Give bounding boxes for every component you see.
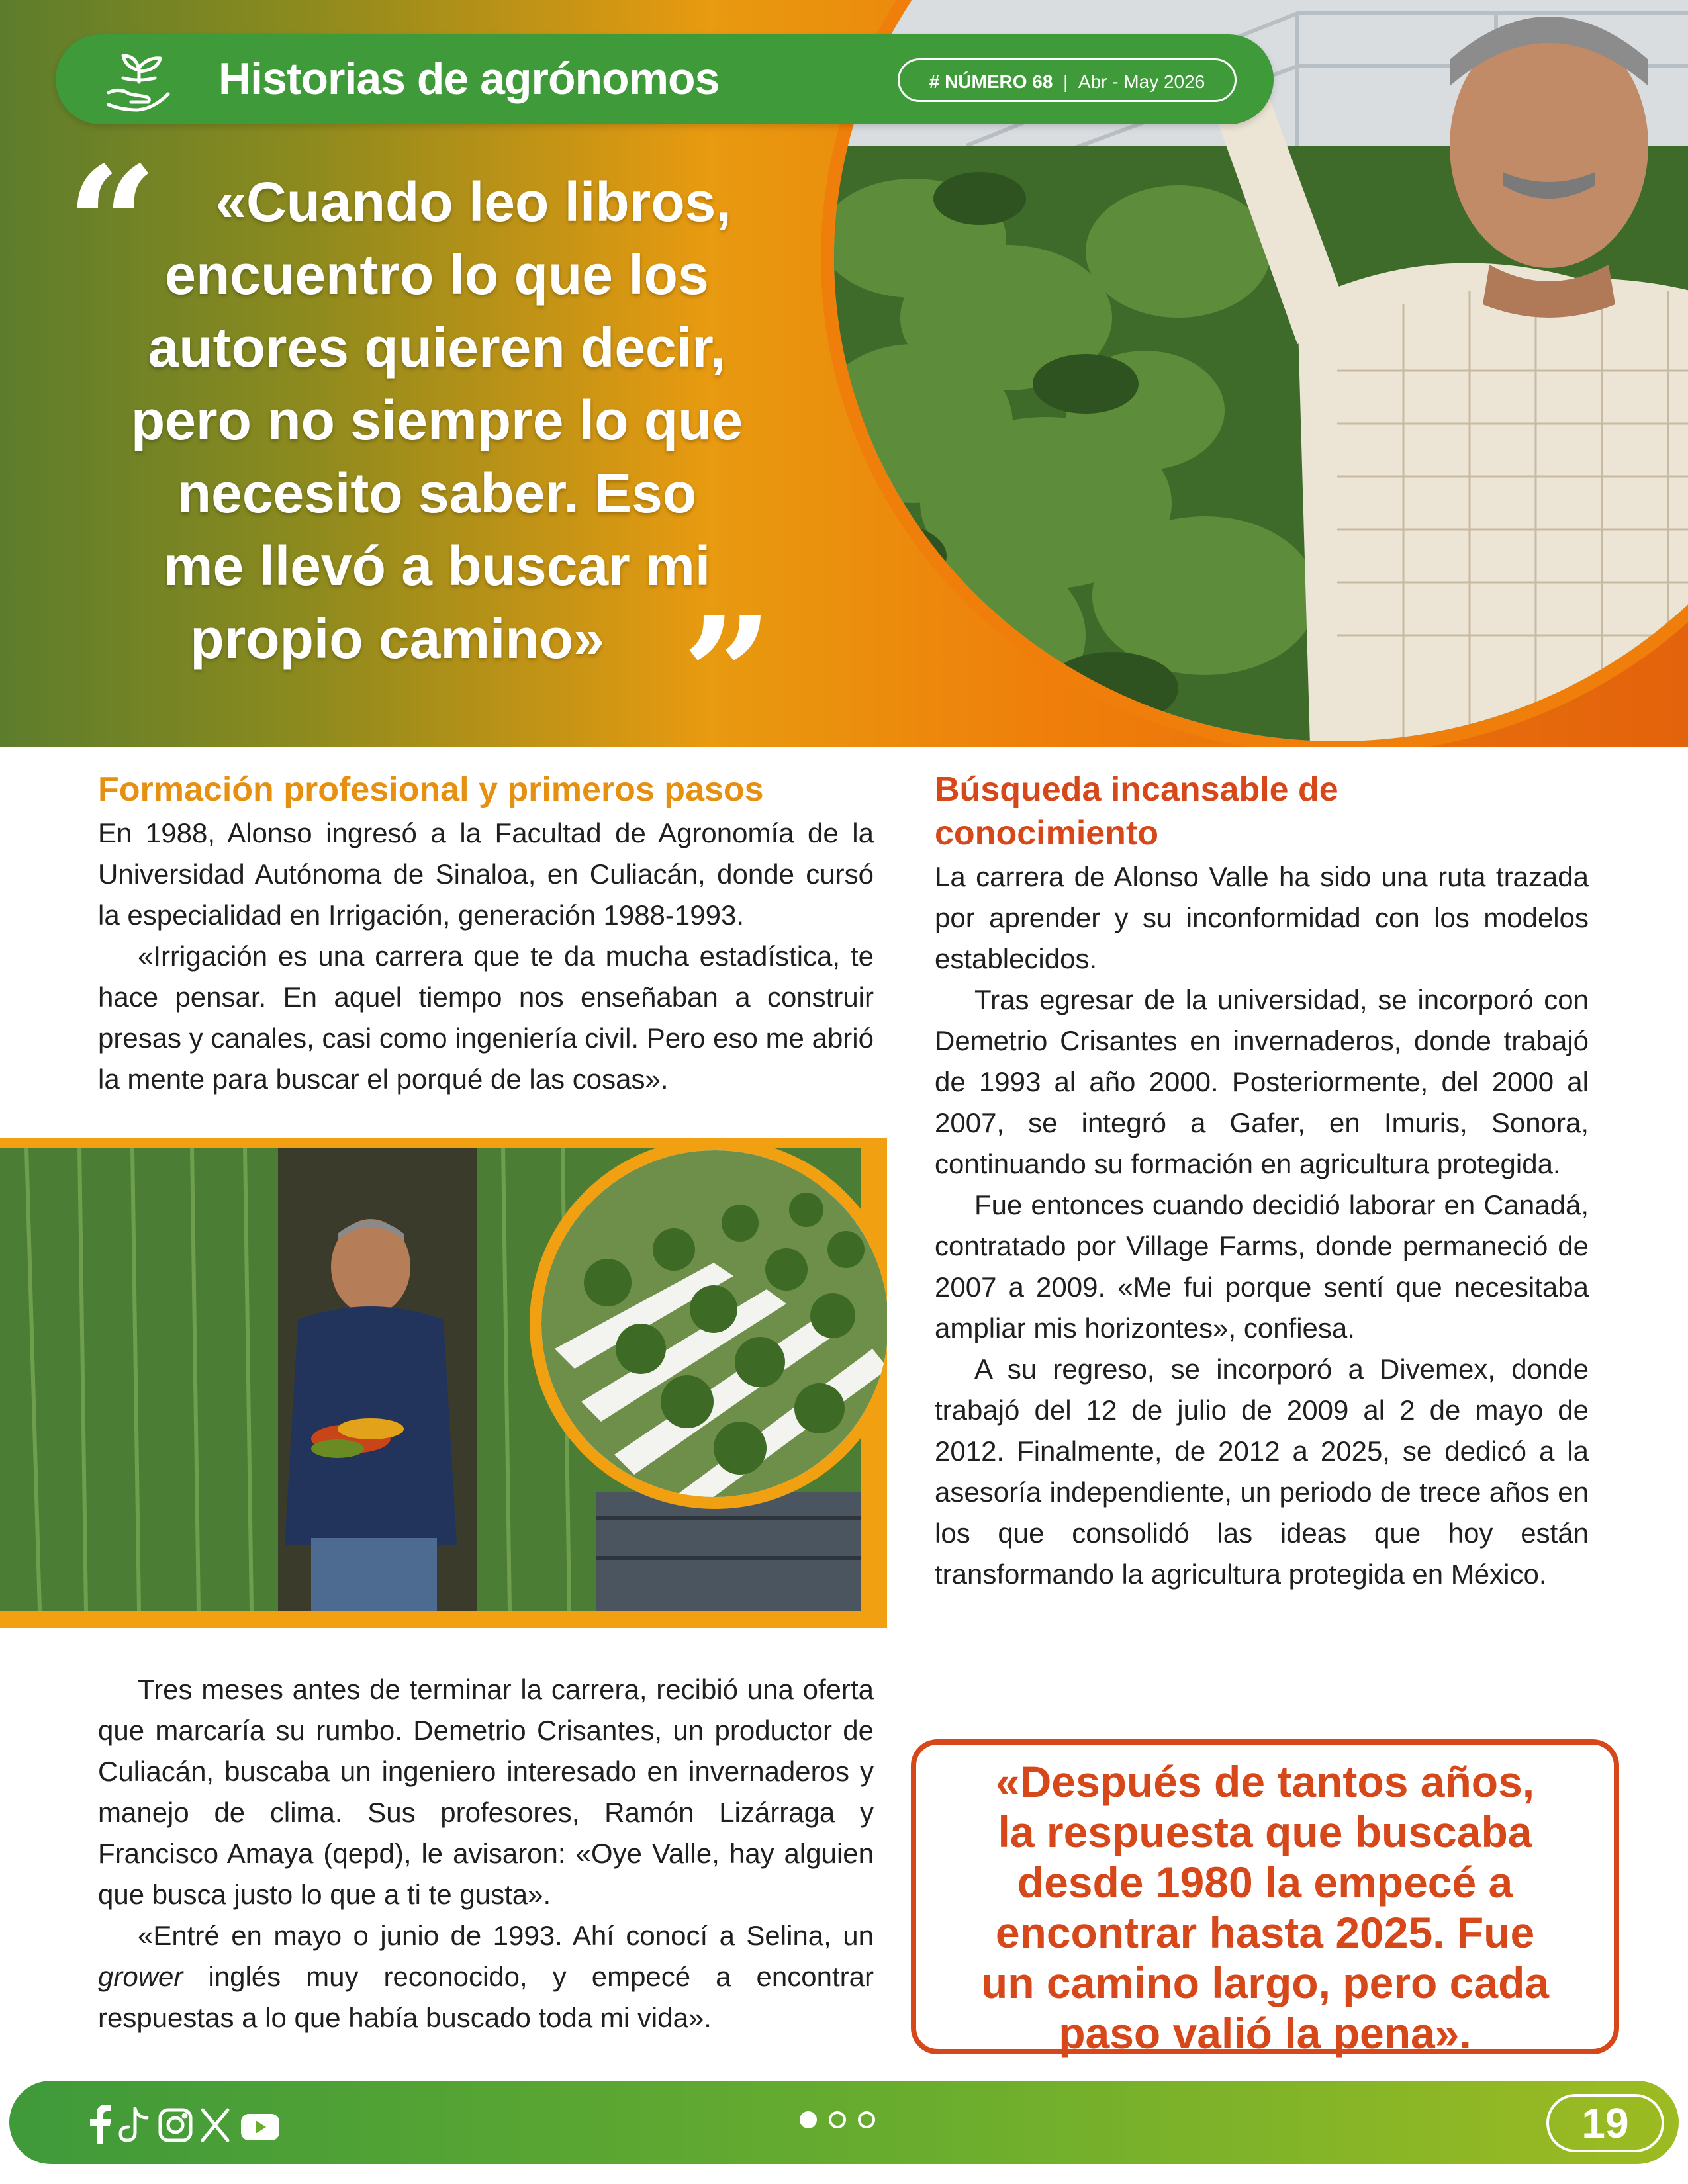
pull-quote-line: la respuesta que buscaba bbox=[998, 1807, 1532, 1856]
instagram-icon[interactable] bbox=[160, 2110, 191, 2140]
hero-quote-line: «Cuando leo libros, bbox=[215, 171, 731, 233]
hero-quote-line: necesito saber. Eso bbox=[177, 462, 697, 524]
hero-quote-line: propio camino» bbox=[190, 608, 604, 670]
section-title-line: Búsqueda incansable de bbox=[935, 770, 1338, 809]
tiktok-icon[interactable] bbox=[120, 2109, 147, 2140]
pull-quote-line: un camino largo, pero cada bbox=[980, 1958, 1550, 2007]
paragraph: A su regreso, se incorporó a Divemex, donde trabajó del 12 de julio de 2009 al 2 de mayo de 2012. Finalmente, de 2012 a 2025, se dedicó a la asesoría independiente, un periodo de trece años en los que consolidó las ideas que hoy están transformando la agricultura protegida en México. bbox=[935, 1353, 1589, 1590]
right-body bbox=[935, 856, 1589, 1595]
hero-quote-line: encuentro lo que los bbox=[165, 244, 709, 306]
social-icons bbox=[85, 2103, 283, 2146]
paragraph-text: «Entré en mayo o junio de 1993. Ahí conocí a Selina, un bbox=[138, 1920, 874, 1951]
page-number: 19 bbox=[1546, 2094, 1664, 2152]
left-body-bottom bbox=[98, 1669, 874, 2038]
close-quote-icon: ” bbox=[682, 582, 774, 768]
paragraph: En 1988, Alonso ingresó a la Facultad de Agronomía de la Universidad Autónoma de Sinaloa, en Culiacán, donde cursó la especialidad en Irrigación, generación 1988-1993. bbox=[98, 817, 874, 931]
emphasis-word: grower bbox=[98, 1961, 183, 1992]
paragraph-text: inglés muy reconocido, y empecé a encontrar respuestas a lo que había buscado toda mi vida». bbox=[98, 1961, 874, 2033]
pull-quote-line: «Después de tantos años, bbox=[995, 1757, 1535, 1806]
pull-quote-line: encontrar hasta 2025. Fue bbox=[995, 1908, 1535, 1957]
section-title-formacion: Formación profesional y primeros pasos bbox=[98, 770, 764, 809]
x-icon[interactable] bbox=[203, 2110, 228, 2140]
issue-date: Abr - May 2026 bbox=[1078, 71, 1205, 92]
section-title-line: conocimiento bbox=[935, 814, 1159, 852]
paragraph: Fue entonces cuando decidió laborar en Canadá, contratado por Village Farms, donde permaneció de 2007 a 2009. «Me fui porque sentí que necesitaba ampliar mis horizontes», confiesa. bbox=[935, 1189, 1589, 1343]
pull-quote-text bbox=[916, 1756, 1614, 2058]
pull-quote-line: paso valió la pena». bbox=[1058, 2009, 1472, 2058]
paragraph: «Irrigación es una carrera que te da mucha estadística, te hace pensar. En aquel tiempo nos enseñaban a construir presas y canales, casi como ingeniería civil. Pero eso me abrió la mente para buscar el porqué de las cosas». bbox=[98, 940, 874, 1095]
photo-frame bbox=[0, 1138, 887, 1628]
dot bbox=[858, 2111, 875, 2128]
left-body-top bbox=[98, 813, 874, 1100]
dot-active bbox=[800, 2111, 817, 2128]
pepper-seedlings-image bbox=[541, 1150, 887, 1497]
seedlings-circle-photo bbox=[530, 1138, 887, 1509]
facebook-icon[interactable] bbox=[90, 2105, 111, 2144]
issue-number: # NÚMERO 68 bbox=[929, 71, 1053, 92]
hero-quote-line: me llevó a buscar mi bbox=[163, 535, 711, 597]
paragraph: Tres meses antes de terminar la carrera, recibió una oferta que marcaría su rumbo. Demetrio Crisantes, un productor de Culiacán, buscaba un ingeniero interesado en invernaderos y manejo de clima. Sus profesores, Ramón Lizárraga y Francisco Amaya (qepd), le avisaron: «Oye Valle, hay alguien que busca justo lo que a ti te gusta». bbox=[98, 1674, 874, 1910]
section-title-busqueda bbox=[935, 768, 1597, 855]
pull-quote-line: desde 1980 la empecé a bbox=[1017, 1858, 1513, 1907]
issue-badge: # NÚMERO 68 | Abr - May 2026 bbox=[898, 58, 1237, 102]
pull-quote-box bbox=[911, 1739, 1619, 2058]
section-header-title: Historias de agrónomos bbox=[218, 54, 720, 104]
sprout-hand-icon bbox=[99, 41, 179, 120]
open-quote-icon: “ bbox=[66, 132, 158, 318]
hero-quote-line: autores quieren decir, bbox=[148, 316, 726, 379]
photo-collage bbox=[0, 1138, 887, 1628]
paragraph: La carrera de Alonso Valle ha sido una ruta trazada por aprender y su inconformidad con los modelos establecidos. bbox=[935, 861, 1589, 974]
youtube-icon[interactable] bbox=[241, 2114, 279, 2140]
dot bbox=[829, 2111, 846, 2128]
paragraph: Tras egresar de la universidad, se incorporó con Demetrio Crisantes en invernaderos, donde trabajó de 1993 al año 2000. Posteriormente, del 2000 al 2007, se integró a Gafer, en Imuris, Sonora, continuando su formación en agricultura protegida. bbox=[935, 984, 1589, 1179]
hero-quote-line: pero no siempre lo que bbox=[130, 389, 743, 451]
paragraph bbox=[98, 1915, 874, 2038]
